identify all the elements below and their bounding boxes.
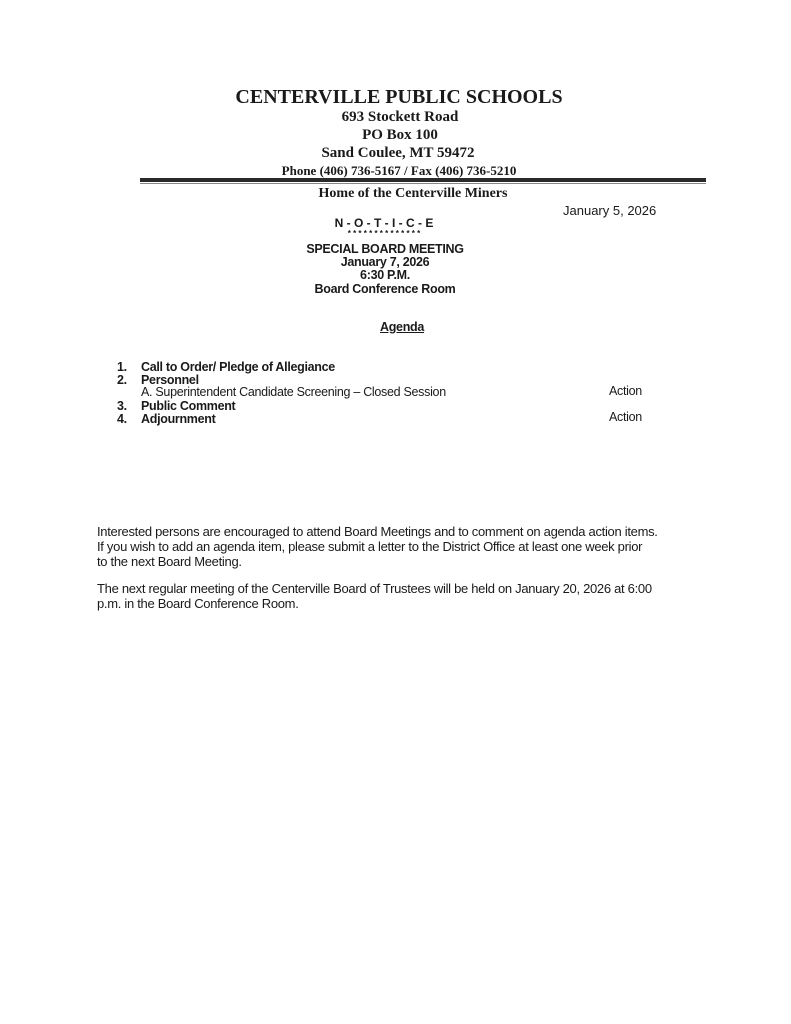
address-line-1: 693 Stockett Road bbox=[341, 109, 459, 125]
agenda-action: Action bbox=[609, 384, 642, 398]
header-divider bbox=[140, 178, 706, 182]
meeting-location: Board Conference Room bbox=[314, 282, 456, 296]
agenda-item-label: Call to Order/ Pledge of Allegiance bbox=[141, 360, 335, 374]
agenda-item-label: Adjournment bbox=[141, 412, 216, 426]
paragraph-line: The next regular meeting of the Centerville Board of Trustees will be held on January 20, 2026 at 6:00 bbox=[97, 581, 652, 596]
meeting-date: January 7, 2026 bbox=[340, 255, 430, 269]
agenda-item-label: Personnel bbox=[141, 373, 199, 387]
paragraph-line: Interested persons are encouraged to attend Board Meetings and to comment on agenda action items. bbox=[97, 524, 658, 539]
meeting-type: SPECIAL BOARD MEETING bbox=[306, 242, 464, 256]
document-date: January 5, 2026 bbox=[563, 203, 657, 218]
notice-stars: * * * * * * * * * * * * * * bbox=[347, 229, 421, 238]
school-name: CENTERVILLE PUBLIC SCHOOLS bbox=[235, 86, 563, 108]
address-line-3: Sand Coulee, MT 59472 bbox=[321, 145, 475, 161]
paragraph-line: If you wish to add an agenda item, please submit a letter to the District Office at least one week prior bbox=[97, 539, 643, 554]
phone-fax: Phone (406) 736-5167 / Fax (406) 736-5210 bbox=[281, 163, 517, 178]
motto: Home of the Centerville Miners bbox=[318, 186, 508, 201]
agenda-item-number: 4. bbox=[117, 412, 127, 426]
agenda-heading: Agenda bbox=[379, 320, 425, 334]
agenda-item-number: 2. bbox=[117, 373, 127, 387]
header-divider-thin bbox=[140, 183, 706, 184]
paragraph-line: p.m. in the Board Conference Room. bbox=[97, 596, 299, 611]
address-line-2: PO Box 100 bbox=[362, 127, 438, 143]
agenda-item-number: 1. bbox=[117, 360, 127, 374]
notice-title: N - O - T - I - C - E bbox=[334, 216, 434, 230]
meeting-time: 6:30 P.M. bbox=[360, 268, 410, 282]
agenda-subitem: A. Superintendent Candidate Screening – Closed Session bbox=[141, 385, 446, 399]
paragraph-line: to the next Board Meeting. bbox=[97, 554, 242, 569]
agenda-item-label: Public Comment bbox=[141, 399, 236, 413]
agenda-item-number: 3. bbox=[117, 399, 127, 413]
agenda-action: Action bbox=[609, 410, 642, 424]
